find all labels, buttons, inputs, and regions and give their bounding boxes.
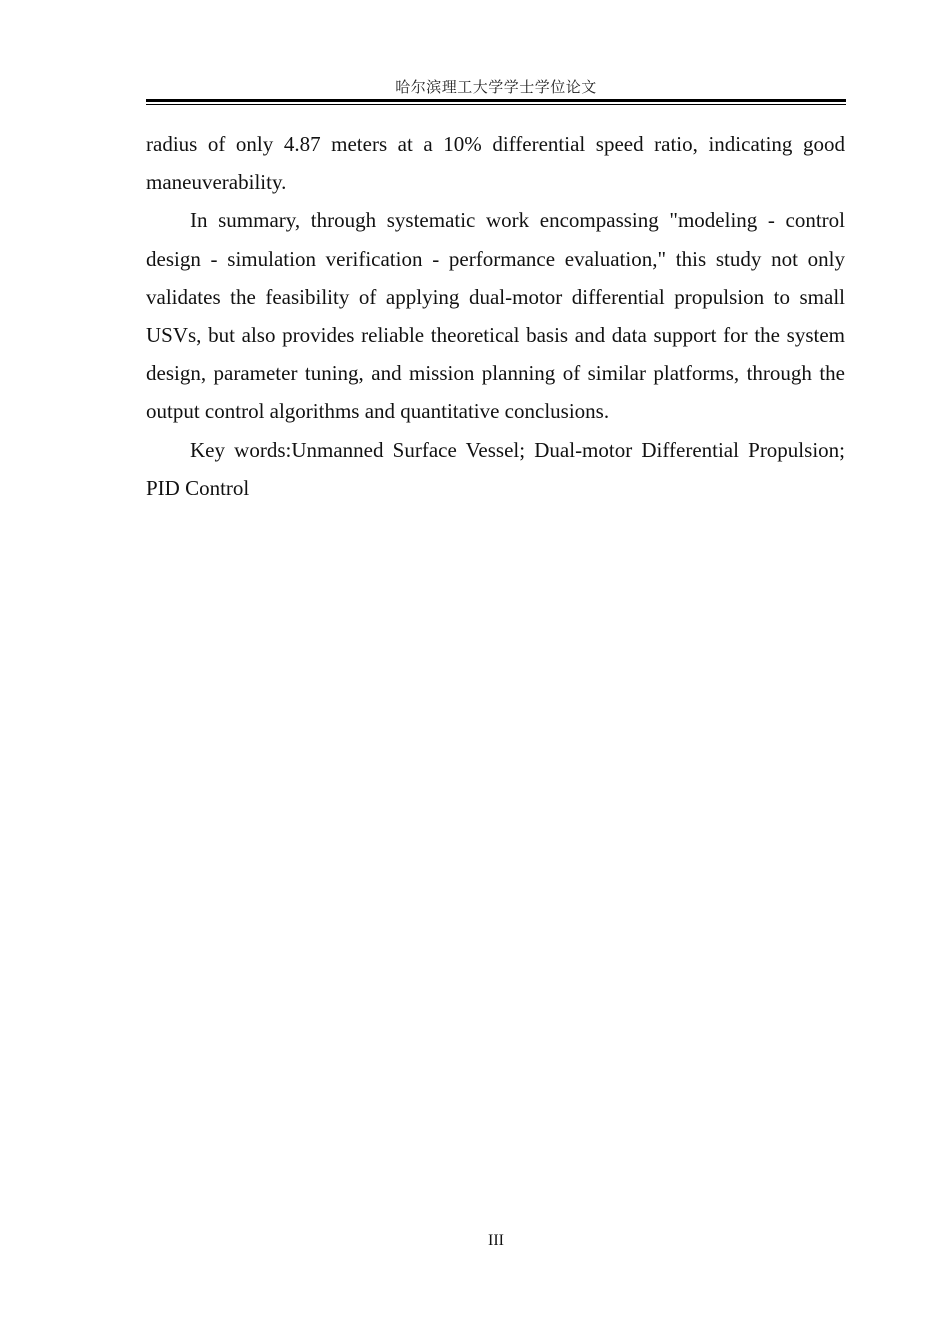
paragraph-continuation: radius of only 4.87 meters at a 10% differential speed ratio, indicating good maneuverability.: [146, 132, 845, 195]
paragraph-summary: In summary, through systematic work encompassing "modeling - control design - simulation verification - performance evaluation," this study not only validates the feasibility of applying dual-motor differential propulsion to small USVs, but also provides reliable theoretical basis and data support for the system design, parameter tuning, and mission planning of similar platforms, through the output control algorithms and quantitative conclusions.: [146, 208, 845, 424]
running-header: 哈尔滨理工大学学士学位论文: [395, 80, 597, 96]
page-number: III: [488, 1232, 504, 1249]
header-rule: [146, 99, 846, 105]
keywords-paragraph: Key words:Unmanned Surface Vessel; Dual-motor Differential Propulsion; PID Control: [146, 437, 845, 500]
abstract-body: [146, 125, 845, 507]
